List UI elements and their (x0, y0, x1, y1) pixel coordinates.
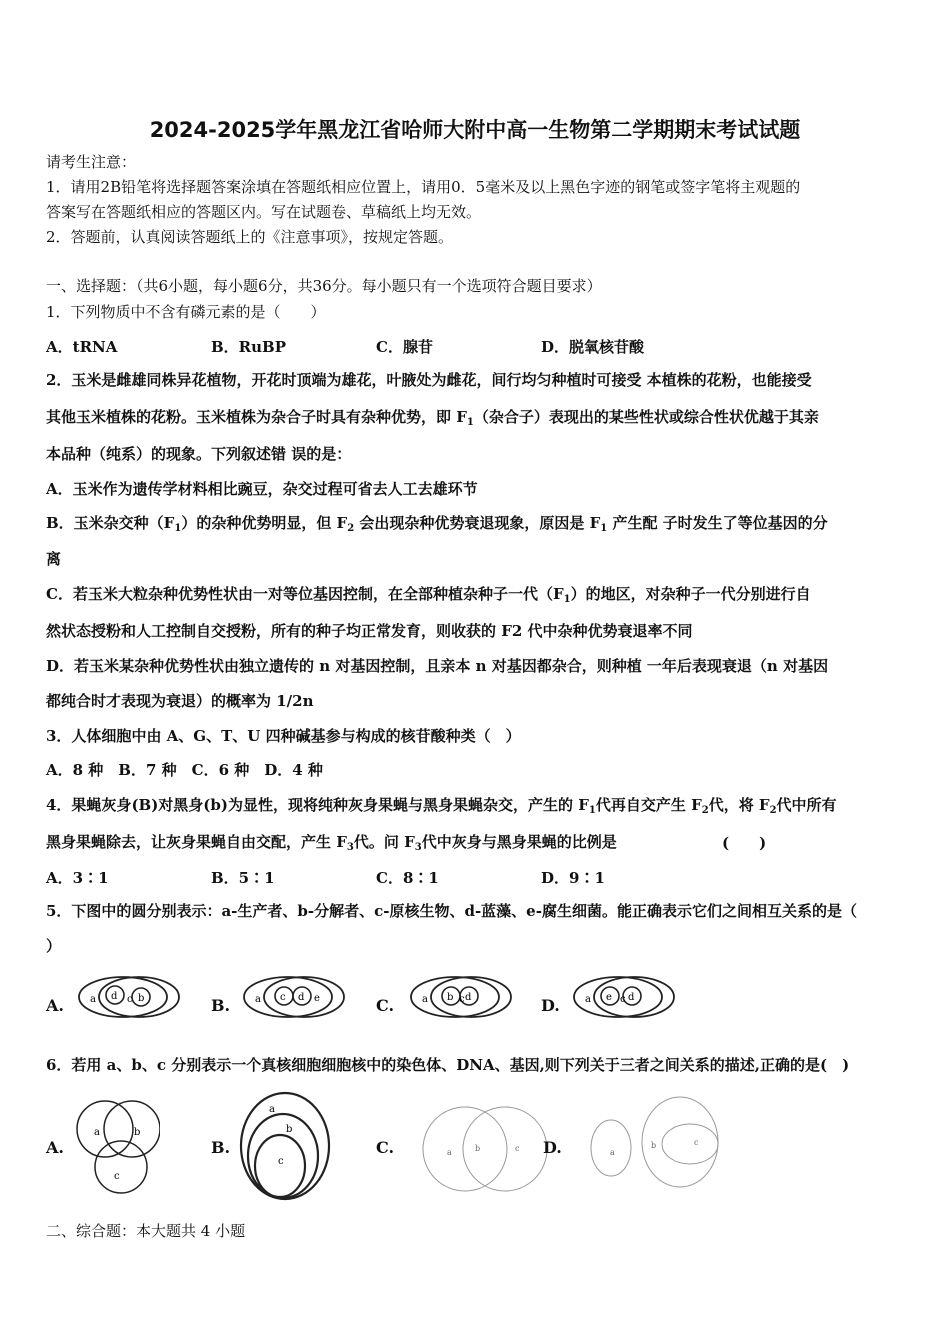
q2-line-2: 其他玉米植株的花粉。玉米植株为杂合子时具有杂种优势，即 $F_1$（杂合子）表现出的某些性状或综合性状优越于其亲 (46, 408, 819, 428)
q6a-text-2: c (114, 1171, 120, 1182)
q5b-text-1: c (280, 992, 286, 1003)
q5a-text-2: c (127, 994, 133, 1005)
q5-diagram-a (75, 972, 185, 1022)
q2-option-c-cont: 然状态授粉和人工控制自交授粉，所有的种子均正常发育，则收获的 F2 代中杂种优势衰退率不同 (46, 622, 693, 640)
q5a-text-0: a (90, 994, 96, 1005)
q6-label-a: A. (46, 1138, 64, 1157)
page-title: 2024-2025学年黑龙江省哈师大附中高一生物第二学期期末考试试题 (149, 118, 801, 142)
q6b-text-1: b (286, 1124, 293, 1135)
q1-option-d: D．脱氧核苷酸 (541, 338, 645, 356)
q5-diagram-d (570, 972, 680, 1022)
q1-stem: 1．下列物质中不含有磷元素的是（ ） (46, 303, 326, 321)
q6-label-b: B. (211, 1138, 231, 1157)
q2-line-1: 2．玉米是雌雄同株异花植物，开花时顶端为雄花，叶腋处为雌花，间行均匀种植时可接受 本植株的花粉，也能接受 (46, 371, 812, 389)
q6-stem: 6．若用 a、b、c 分别表示一个真核细胞细胞核中的染色体、DNA、基因,则下列关于三者之间关系的描述,正确的是( ) (46, 1056, 850, 1074)
q6-diagram-a (70, 1095, 160, 1200)
q5-label-c: C. (376, 996, 395, 1015)
q6a-text-1: b (134, 1127, 141, 1138)
q5c-text-0: a (422, 994, 428, 1005)
q5d-text-2: c (620, 994, 626, 1005)
q2-option-d-cont: 都纯合时才表现为衰退）的概率为 1/2n (46, 692, 314, 710)
q6a-circle-a (77, 1101, 133, 1157)
q6a-circle-b (104, 1101, 160, 1157)
q5c-text-2: c (459, 994, 465, 1005)
q6c-text-0: a (447, 1148, 452, 1157)
q6-diagram-d (588, 1090, 723, 1200)
q6d-text-0: a (610, 1148, 615, 1157)
q5c-text-3: d (465, 992, 472, 1003)
q5-label-a: A. (46, 996, 64, 1015)
q1-option-b: B．RuBP (211, 338, 287, 356)
q6a-text-0: a (94, 1127, 100, 1138)
q5-diagram-b (240, 972, 350, 1022)
q4-paren: ( ) (722, 834, 767, 852)
q6-label-c: C. (376, 1138, 395, 1157)
q5-line-1: 5．下图中的圆分别表示：a-生产者、b-分解者、c-原核生物、d-蓝藻、e-腐生细菌。能正确表示它们之间相互关系的是（ (46, 902, 857, 920)
q4-option-c: C．8∶1 (376, 869, 439, 887)
q5b-text-3: e (314, 993, 320, 1004)
section-2-heading: 二、综合题：本大题共 4 小题 (46, 1222, 246, 1240)
q2-option-b: B．玉米杂交种$(F_1)$的杂种优势明显，但 $F_2$ 会出现杂种优势衰退现象，原因是 $F_1$ 产生配 子时发生了等位基因的分 (46, 514, 828, 534)
q5d-text-0: a (585, 994, 591, 1005)
q4-option-a: A．3∶1 (46, 869, 109, 887)
q2-line-3: 本品种（纯系）的现象。下列叙述错 误的是： (46, 445, 352, 463)
q5-label-d: D. (541, 996, 560, 1015)
notice-heading: 请考生注意： (46, 153, 137, 171)
q5-line-2: ） (46, 937, 62, 955)
notice-item-1a: 1．请用2B铅笔将选择题答案涂填在答题纸相应位置上，请用0．5毫米及以上黑色字迹的钢笔或签字笔将主观题的 (46, 178, 801, 196)
q6-diagram-c (420, 1097, 550, 1197)
q6b-circle-a (241, 1093, 329, 1199)
q5a-text-1: d (111, 991, 118, 1002)
q2-option-d: D．若玉米某杂种优势性状由独立遗传的 n 对基因控制，且亲本 n 对基因都杂合，则种植 一年后表现衰退（n 对基因 (46, 657, 829, 675)
q6c-text-2: c (515, 1144, 520, 1153)
section-1-heading: 一、选择题：（共6小题，每小题6分，共36分。每小题只有一个选项符合题目要求） (46, 277, 602, 295)
q6-label-d: D. (543, 1138, 562, 1157)
q1-option-c: C．腺苷 (376, 338, 433, 356)
q5b-text-0: a (255, 994, 261, 1005)
notice-item-2: 2．答题前，认真阅读答题纸上的《注意事项》，按规定答题。 (46, 228, 454, 246)
q4-option-d: D．9∶1 (541, 869, 605, 887)
q2-option-a: A．玉米作为遗传学材料相比豌豆，杂交过程可省去人工去雄环节 (46, 480, 478, 498)
q6b-text-2: c (278, 1156, 284, 1167)
q2-option-c: C．若玉米大粒杂种优势性状由一对等位基因控制，在全部种植杂种子一代$(F_1)$的地区，对杂种子一代分别进行自 (46, 585, 811, 605)
q2-option-b-cont: 离 (46, 550, 62, 568)
q5d-text-3: d (628, 992, 635, 1003)
q3-stem: 3．人体细胞中由 A、G、T、U 四种碱基参与构成的核苷酸种类（ ） (46, 727, 521, 745)
q4-line-1: 4．果蝇灰身(B)对黑身(b)为显性，现将纯种灰身果蝇与黑身果蝇杂交，产生的 $F_1$代再自交产生 $F_2$代，将 $F_2$代中所有 (46, 796, 837, 816)
q5c-text-1: b (447, 992, 454, 1003)
q5d-text-1: e (606, 992, 612, 1003)
q6b-text-0: a (269, 1104, 275, 1115)
q6d-circle-c (662, 1124, 718, 1164)
q5-label-b: B. (211, 996, 231, 1015)
q6d-text-2: c (694, 1138, 699, 1147)
q1-option-a: A．tRNA (46, 338, 118, 356)
q6c-circle-a (423, 1107, 507, 1191)
q6c-text-1: b (475, 1144, 481, 1153)
q5a-text-3: b (138, 993, 145, 1004)
q6-diagram-b (238, 1090, 333, 1202)
notice-item-1b: 答案写在答题纸相应的答题区内。写在试题卷、草稿纸上均无效。 (46, 203, 482, 221)
q5-diagram-c (407, 972, 517, 1022)
q5b-text-2: d (298, 992, 305, 1003)
q4-line-2: 黑身果蝇除去，让灰身果蝇自由交配，产生 $F_3$代。问 $F_3$代中灰身与黑身果蝇的比例是 (46, 833, 617, 853)
q6d-text-1: b (651, 1141, 657, 1150)
q4-option-b: B．5∶1 (211, 869, 275, 887)
q6a-circle-c (95, 1141, 147, 1193)
q3-options: A．8 种 B．7 种 C．6 种 D．4 种 (46, 761, 323, 779)
